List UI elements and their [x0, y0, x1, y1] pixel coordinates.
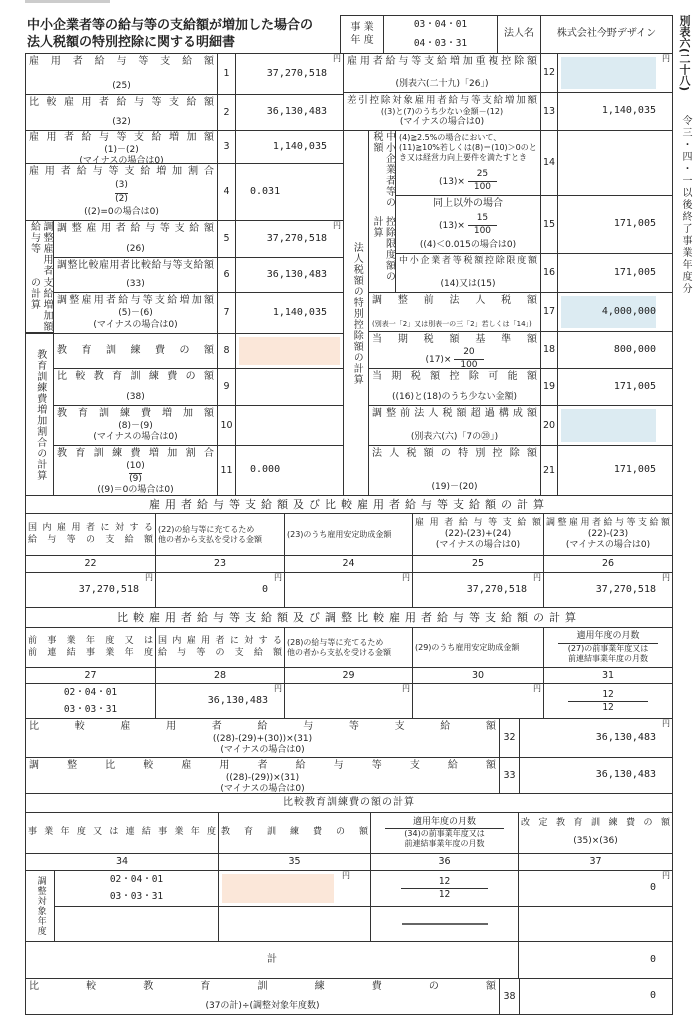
- row-33-number: 33: [499, 757, 520, 794]
- label-note: (マイナスの場合は0): [93, 431, 178, 442]
- label-sub: (33): [126, 278, 145, 289]
- period-end: 03・03・31: [109, 891, 164, 903]
- row-5-label: [53, 220, 218, 258]
- s1-header-26: [543, 513, 673, 556]
- row-4-label: [25, 163, 218, 221]
- row-6-number: 6: [217, 257, 236, 293]
- s3-header-36: [370, 812, 519, 854]
- yen-unit: 円: [274, 573, 282, 582]
- row-11-value[interactable]: 0.000: [235, 445, 344, 496]
- row-1-value[interactable]: [235, 53, 344, 95]
- row-32-value[interactable]: [519, 718, 673, 758]
- fraction-denominator: (2): [115, 193, 128, 204]
- s2-value-29[interactable]: [284, 683, 413, 719]
- label-text: 比較雇用者給与等支給額: [29, 721, 496, 732]
- row-32-number: 32: [499, 718, 520, 758]
- label-sub: (別表一「2」又は別表一の三「2」若しくは「14」): [372, 320, 532, 329]
- input-highlight: [561, 57, 656, 89]
- header-line: 前連結事業年度の月数: [404, 839, 485, 849]
- header-line: 適用年度の月数: [385, 817, 504, 829]
- fy-start: 03・04・01: [413, 19, 468, 31]
- label-text: 調整前法人税額: [372, 295, 537, 306]
- period-start: 02・04・01: [109, 873, 164, 885]
- fraction-numerator: (3): [115, 180, 128, 191]
- row-20-label: [368, 405, 541, 446]
- input-highlight: [561, 409, 656, 442]
- row-5-number: 5: [217, 220, 236, 258]
- yen-unit: 円: [533, 573, 541, 582]
- row-8-label: [53, 333, 218, 369]
- header-line: (28)の給与等に充てるため: [287, 637, 384, 647]
- s3-value-37-2[interactable]: [518, 906, 673, 942]
- row-10-value[interactable]: [235, 405, 344, 446]
- header-line: 他の者から支払を受ける金額: [287, 647, 391, 657]
- row-10-number: 10: [217, 405, 236, 446]
- label-text: 教育訓練費増加額: [57, 408, 214, 419]
- header-line: 適用年度の月数: [558, 631, 658, 643]
- title-line-1: 中小企業者等の給与等の支給額が増加した場合の: [27, 18, 314, 33]
- s1-header-22: [25, 513, 156, 556]
- top-bar-decoration: [25, 0, 110, 3]
- label-text: 調整雇用者給与等支給額: [57, 223, 214, 234]
- formula: (13)×: [438, 220, 465, 231]
- fy-end: 04・03・31: [413, 37, 468, 49]
- header-line: (27)の前事業年度又は: [567, 643, 649, 653]
- total-value[interactable]: 0: [518, 941, 673, 979]
- s1-value-25[interactable]: [412, 572, 544, 608]
- label-text: 教育訓練費の額: [57, 344, 214, 356]
- row-6-value[interactable]: 36,130,483: [235, 257, 344, 293]
- row-10-label: [53, 405, 218, 446]
- header-line: (マイナスの場合は0): [435, 540, 521, 551]
- group-col-1: 調整雇用者給与等: [28, 221, 52, 276]
- adjusted-group-label: [25, 220, 54, 333]
- s2-header-28: [155, 627, 285, 668]
- label-text: 雇用者給与等支給増加重複控除額: [347, 56, 537, 67]
- s2-header-27: [25, 627, 156, 668]
- row-20-number: 20: [540, 405, 558, 446]
- s3-months-36-2[interactable]: [370, 906, 519, 942]
- applicability-note: 令三・四・一以後終了事業年度分: [680, 115, 691, 295]
- label-sub: (38): [126, 391, 145, 402]
- row-16-value[interactable]: 171,005: [557, 253, 673, 293]
- adjustment-year-label: 調整対象年度: [25, 870, 55, 942]
- header-line: 給与等の支給額: [28, 534, 153, 545]
- label-sub: (5)－(6): [118, 308, 153, 318]
- row-21-value[interactable]: 171,005: [557, 445, 673, 496]
- label-text: 当期税額基準額: [372, 334, 537, 345]
- yen-unit: 円: [662, 871, 670, 880]
- yen-unit: 円: [274, 684, 282, 693]
- s1-num-24: 24: [284, 555, 413, 573]
- months-denominator: 12: [568, 701, 647, 714]
- s1-num-26: 26: [543, 555, 673, 573]
- s1-num-23: 23: [155, 555, 285, 573]
- fraction-numerator: (10): [126, 460, 145, 471]
- value-text: 4,000,000: [601, 305, 656, 317]
- s3-header-37: [518, 812, 673, 854]
- form-id: 別表六(二十八): [678, 15, 691, 92]
- title-line-2: 法人税額の特別控除に関する明細書: [27, 35, 236, 50]
- yen-unit: 円: [662, 719, 670, 728]
- section2-title: 比較雇用者給与等支給額及び調整比較雇用者給与等支給額の計算: [25, 607, 673, 628]
- label-text: 雇用者給与等支給額: [29, 56, 214, 67]
- row-20-value[interactable]: [557, 405, 673, 446]
- row-5-value[interactable]: [235, 220, 344, 258]
- label-note: ((2)=0の場合は0): [84, 206, 159, 217]
- header-line: 国内雇用者に対する: [28, 523, 153, 534]
- header-line: (34)の前事業年度又は: [404, 829, 485, 839]
- label-note: (マイナスの場合は0): [93, 319, 178, 330]
- header-line: (29)のうち雇用安定助成金額: [415, 642, 520, 652]
- fraction-numerator: 25: [476, 168, 489, 179]
- header-line: 改定教育訓練費の額: [521, 818, 670, 829]
- s3-num-35: 35: [218, 853, 371, 871]
- label-sub: ((16)と(18)のうち少ない金額): [392, 391, 517, 402]
- row-16-number: 16: [540, 253, 558, 293]
- s1-header-23: [155, 513, 285, 556]
- row-38-value[interactable]: 0: [519, 978, 673, 1015]
- header-line: 前連結事業年度の月数: [568, 653, 648, 663]
- header-line: 事業年度又は連結事業年度: [28, 827, 216, 838]
- formula: (17)×: [425, 354, 452, 365]
- header-line: (22)-(23)+(24): [444, 528, 512, 539]
- row-12-value[interactable]: [557, 53, 673, 93]
- header-line: 前事業年度又は: [28, 636, 153, 647]
- row-18-label: [368, 331, 541, 369]
- value-text: 37,270,518: [266, 232, 327, 244]
- label-note: (マイナスの場合は0): [220, 783, 305, 794]
- row-1-label: [25, 53, 218, 95]
- row-33-label: [25, 757, 500, 794]
- row-3-label: [25, 130, 218, 164]
- fiscal-year-label: 事 業 年 度: [340, 15, 384, 54]
- label-sub: (37の計)÷(調整対象年度数): [205, 1000, 320, 1011]
- row-3-value[interactable]: 1,140,035: [235, 130, 344, 164]
- value-text: 0: [649, 882, 656, 894]
- group-col-2: 支給増加額の計算: [28, 276, 52, 332]
- s1-value-26[interactable]: [543, 572, 673, 608]
- value-text: 36,130,483: [595, 731, 656, 743]
- value-text: 37,270,518: [266, 67, 327, 79]
- label-text: 中小企業者等税額控除限度額: [399, 256, 537, 266]
- row-9-number: 9: [217, 368, 236, 406]
- s3-header-34: [25, 812, 219, 854]
- period-end: 03・03・31: [63, 703, 118, 715]
- yen-unit: 円: [533, 684, 541, 693]
- row-7-label: [53, 292, 218, 334]
- label-text: 法人税額の特別控除額: [372, 448, 537, 459]
- s2-num-28: 28: [155, 667, 285, 684]
- row-38-number: 38: [499, 978, 520, 1015]
- input-highlight: [239, 337, 340, 365]
- label-sub: (14)又は(15): [440, 278, 496, 289]
- limit-group-label: [368, 130, 396, 293]
- s3-period-field[interactable]: [54, 870, 219, 907]
- s1-value-23[interactable]: [155, 572, 285, 608]
- group-col-1: 中小企業者等の税額: [371, 131, 395, 208]
- label-text: 比較教育訓練費の額: [29, 981, 496, 992]
- row-15-value[interactable]: 171,005: [557, 195, 673, 254]
- s3-period-field-2[interactable]: [54, 906, 219, 942]
- row-14-label: [395, 130, 541, 196]
- label-note: (マイナスの場合は0): [399, 116, 485, 127]
- row-38-label: [25, 978, 500, 1015]
- row-12-label: [343, 53, 541, 93]
- corp-name-label: 法人名: [497, 15, 541, 54]
- fraction-denominator: 100: [468, 225, 497, 237]
- row-19-value[interactable]: 171,005: [557, 368, 673, 406]
- header-line: (22)-(23): [587, 528, 629, 539]
- row-16-label: [395, 253, 541, 293]
- row-21-label: [368, 445, 541, 496]
- fraction-numerator: 20: [463, 346, 475, 357]
- s3-num-34: 34: [25, 853, 219, 871]
- header-line: 雇用者給与等支給額: [415, 517, 541, 528]
- fraction-denominator: 100: [468, 181, 497, 193]
- label-note: (マイナスの場合は0): [220, 744, 305, 755]
- label-sub: ((28)-(29)+(30))×(31): [212, 733, 313, 744]
- row-9-label: [53, 368, 218, 406]
- education-group-label: 教育訓練費増加割合の計算: [25, 333, 54, 496]
- row-4-value[interactable]: 0.031: [235, 163, 344, 221]
- row-18-value[interactable]: 800,000: [557, 331, 673, 369]
- label-sub: (別表六(六)「7の⑳」): [410, 431, 499, 442]
- yen-unit: 円: [333, 221, 341, 230]
- header-line: (35)×(36): [573, 836, 618, 847]
- header-line: 国内雇用者に対する: [158, 636, 282, 647]
- label-sub: (26): [126, 243, 145, 254]
- label-text: 差引控除対象雇用者給与等支給増加額: [347, 95, 537, 106]
- label-note: ((4)＜0.015の場合は0): [419, 239, 517, 250]
- s3-months-36[interactable]: [370, 870, 519, 907]
- s2-header-31: [543, 627, 673, 668]
- row-32-label: [25, 718, 500, 758]
- section1-title: 雇用者給与等支給額及び比較雇用者給与等支給額の計算: [25, 495, 673, 514]
- yen-unit: 円: [342, 871, 350, 880]
- s2-value-30[interactable]: [412, 683, 544, 719]
- s3-value-35-2[interactable]: [218, 906, 371, 942]
- period-start: 02・04・01: [63, 686, 118, 698]
- value-text: 36,130,483: [207, 694, 268, 706]
- label-text: 調整前法人税額超過構成額: [372, 408, 537, 419]
- label-note: (マイナスの場合は0): [79, 155, 164, 166]
- fraction-denominator: 100: [454, 359, 483, 371]
- label-sub: ((3)と(7)のうち少ない金額－(12): [380, 106, 504, 116]
- value-text: 0: [261, 583, 268, 595]
- s1-header-24: [284, 513, 413, 556]
- s2-num-30: 30: [412, 667, 544, 684]
- row-11-number: 11: [217, 445, 236, 496]
- months-denominator: 12: [401, 888, 488, 901]
- row-11-label: [53, 445, 218, 496]
- s2-months-31[interactable]: [543, 683, 673, 719]
- yen-unit: 円: [662, 573, 670, 582]
- section3-title: 比較教育訓練費の額の計算: [25, 793, 673, 813]
- fraction-denominator: (9): [129, 473, 142, 484]
- s2-num-29: 29: [284, 667, 413, 684]
- formula: (13)×: [438, 176, 465, 187]
- s2-value-28[interactable]: [155, 683, 285, 719]
- s1-header-25: [412, 513, 544, 556]
- row-3-number: 3: [217, 130, 236, 164]
- form-title: [27, 17, 313, 51]
- header-line: 教育訓練費の額: [221, 827, 368, 838]
- months-numerator: 12: [602, 688, 614, 700]
- row-18-number: 18: [540, 331, 558, 369]
- row-19-label: [368, 368, 541, 406]
- label-note: ((9)＝0の場合は0): [97, 485, 174, 495]
- label-text: 雇用者給与等支給増加割合: [29, 166, 214, 177]
- s3-num-37: 37: [518, 853, 673, 871]
- s3-value-35[interactable]: [218, 870, 371, 907]
- row-7-value[interactable]: 1,140,035: [235, 292, 344, 334]
- label-sub: ((28)-(29))×(31): [225, 772, 300, 783]
- row-15-label: [395, 195, 541, 254]
- row-2-number: 2: [217, 94, 236, 131]
- row-8-number: 8: [217, 333, 236, 369]
- row-6-label: [53, 257, 218, 293]
- label-sub: (8)－(9): [118, 420, 153, 431]
- label-sub: (1)－(2): [104, 144, 139, 155]
- label-sub: (19)－(20): [431, 481, 478, 492]
- label-text: 雇用者給与等支給増加額: [29, 132, 214, 143]
- s1-num-22: 22: [25, 555, 156, 573]
- header-line: (マイナスの場合は0): [565, 540, 651, 551]
- row-17-value[interactable]: [557, 292, 673, 332]
- months-numerator: 12: [438, 876, 451, 888]
- group-col-2: 控除限度額の計算: [371, 216, 395, 283]
- s3-num-36: 36: [370, 853, 519, 871]
- yen-unit: 円: [145, 573, 153, 582]
- label-text: 比較教育訓練費の額: [57, 371, 214, 382]
- yen-unit: 円: [662, 54, 670, 63]
- label-text: 比較雇用者給与等支給額: [29, 97, 214, 108]
- row-1-number: 1: [217, 53, 236, 95]
- special-deduction-group-label: 法人税額の特別控除額の計算: [343, 130, 369, 496]
- header-line: (23)のうち雇用安定助成金額: [287, 529, 392, 539]
- row-33-value[interactable]: 36,130,483: [519, 757, 673, 794]
- yen-unit: 円: [333, 54, 341, 63]
- row-14-value[interactable]: [557, 130, 673, 196]
- row-2-value[interactable]: 36,130,483: [235, 94, 344, 131]
- row-21-number: 21: [540, 445, 558, 496]
- header-line: 他の者から支払を受ける金額: [158, 534, 262, 544]
- s3-value-37[interactable]: [518, 870, 673, 907]
- corp-name-field[interactable]: 株式会社今野デザイン: [540, 15, 673, 54]
- s2-header-29: [284, 627, 413, 668]
- row-13-value[interactable]: 1,140,035: [557, 92, 673, 131]
- header-line: 調整雇用者給与等支給額: [546, 517, 670, 528]
- s1-num-25: 25: [412, 555, 544, 573]
- row-15-number: 15: [540, 195, 558, 254]
- value-text: 37,270,518: [466, 583, 527, 595]
- value-text: 37,270,518: [78, 583, 139, 595]
- row-19-number: 19: [540, 368, 558, 406]
- row-17-label: [368, 292, 541, 332]
- row-12-number: 12: [540, 53, 558, 93]
- row-4-number: 4: [217, 163, 236, 221]
- label-text: (4)≧2.5%の場合において、(11)≧10%若しくは(8)＝(10)＞0のとき又は経営力向上要件を満たすとき: [399, 133, 537, 162]
- s1-value-22[interactable]: [25, 572, 156, 608]
- s2-period-field[interactable]: [25, 683, 156, 719]
- label-text: 教育訓練費増加割合: [57, 448, 214, 459]
- label-text: 同上以外の場合: [433, 198, 503, 209]
- label-sub: (別表六(二十九)「26」): [395, 78, 489, 89]
- s1-value-24[interactable]: [284, 572, 413, 608]
- row-2-label: [25, 94, 218, 131]
- header-line: 給与等の支給額: [158, 647, 282, 658]
- label-text: 当期税額控除可能額: [372, 371, 537, 382]
- fraction-line: [402, 923, 488, 925]
- row-13-label: [343, 92, 541, 131]
- label-text: 調整雇用者給与等支給増加額: [57, 295, 214, 306]
- row-17-number: 17: [540, 292, 558, 332]
- s2-num-27: 27: [25, 667, 156, 684]
- fraction-numerator: 15: [476, 212, 489, 223]
- label-text: 調整比較雇用者給与等支給額: [29, 760, 496, 771]
- total-label: 計: [25, 941, 519, 979]
- yen-unit: 円: [402, 573, 410, 582]
- label-text: 調整比較雇用者比較給与等支給額: [57, 260, 214, 271]
- yen-unit: 円: [402, 684, 410, 693]
- row-14-number: 14: [540, 130, 558, 196]
- row-9-value[interactable]: [235, 368, 344, 406]
- header-line: 前連結事業年度: [28, 647, 153, 658]
- row-7-number: 7: [217, 292, 236, 334]
- row-8-value[interactable]: [235, 333, 344, 369]
- s2-header-30: [412, 627, 544, 668]
- input-highlight: [222, 874, 334, 903]
- fiscal-year-field[interactable]: [383, 15, 498, 54]
- label-sub: (32): [112, 116, 131, 127]
- s3-header-35: [218, 812, 371, 854]
- label-sub: (25): [112, 80, 131, 91]
- header-line: (22)の給与等に充てるため: [158, 524, 255, 534]
- s2-num-31: 31: [543, 667, 673, 684]
- value-text: 37,270,518: [595, 583, 656, 595]
- row-13-number: 13: [540, 92, 558, 131]
